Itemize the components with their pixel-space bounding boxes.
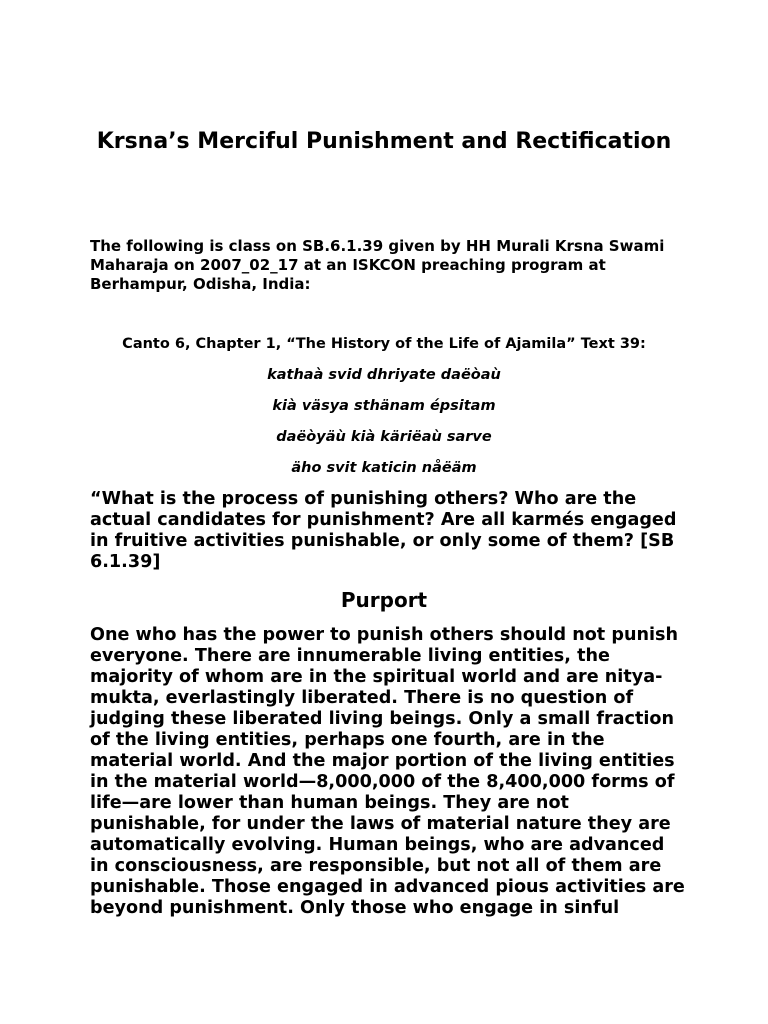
verse-line-2: kià väsya sthänam épsitam xyxy=(272,398,496,414)
document-title: Krsna’s Merciful Punishment and Rectification xyxy=(96,129,672,154)
verse-line-1: kathaà svid dhriyate daëòaù xyxy=(267,367,501,383)
verse-translation: “What is the process of punishing others? Who are the actual candidates for punishment? Are all karmés engaged in fruitive activities punishable, or only some of them? [SB 6.1.39] xyxy=(90,489,677,572)
verse-line-4: äho svit katicin nåëäm xyxy=(291,460,477,476)
purport-heading: Purport xyxy=(340,588,428,612)
purport-paragraph: One who has the power to punish others should not punish everyone. There are innumerable living entities, the majority of whom are in the spiritual world and are nitya-mukta, everlastingly liberated. There is no question of judging these liberated living beings. Only a small fraction of the living entities, perhaps one fourth, are in the material world. And the major portion of the living entities in the material world—8,000,000 of the 8,400,000 forms of life—are lower than human beings. They are not punishable, for under the laws of material nature they are automatically evolving. Human beings, who are advanced in consciousness, are responsible, but not all of them are punishable. Those engaged in advanced pious activities are beyond punishment. Only those who engage in sinful xyxy=(90,625,685,918)
verse-reference: Canto 6, Chapter 1, “The History of the Life of Ajamila” Text 39: xyxy=(122,336,646,352)
verse-line-3: daëòyäù kià käriëaù sarve xyxy=(276,429,492,445)
intro-paragraph: The following is class on SB.6.1.39 given by HH Murali Krsna Swami Maharaja on 2007_02_17 at an ISKCON preaching program at Berhampur, Odisha, India: xyxy=(90,237,665,293)
